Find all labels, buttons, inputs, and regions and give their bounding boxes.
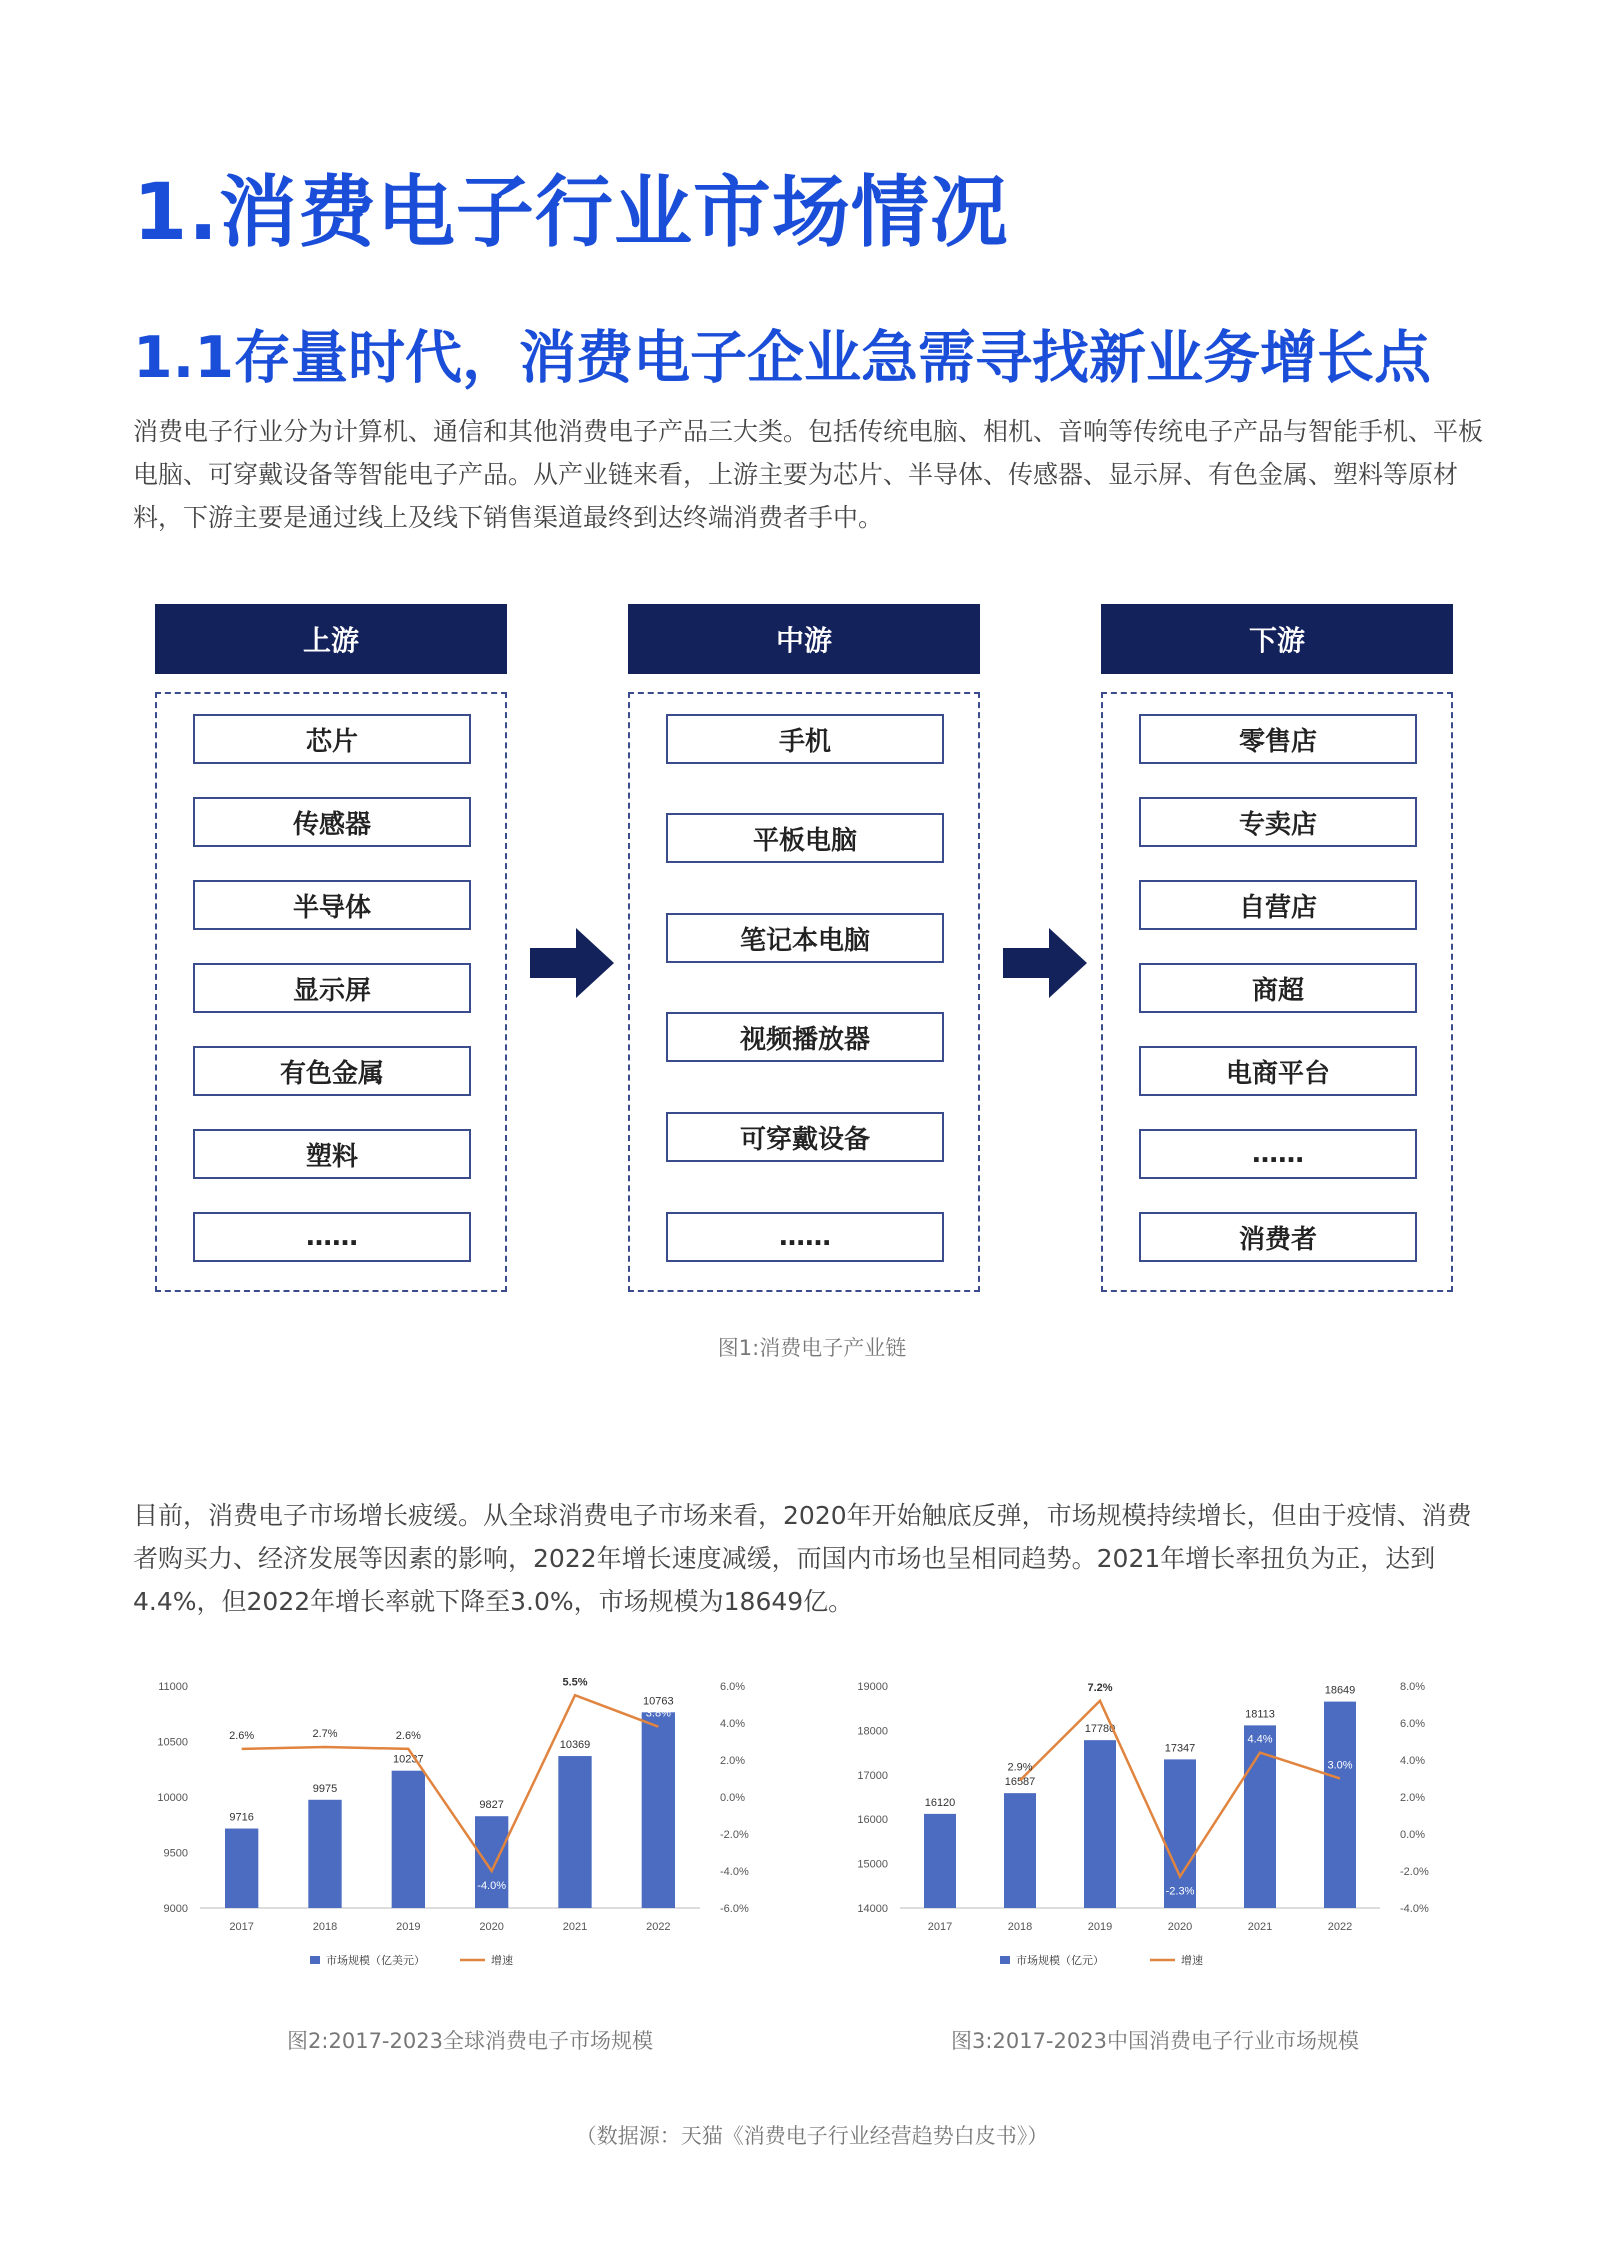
data-source: （数据源：天猫《消费电子行业经营趋势白皮书》） <box>575 2124 1049 2148</box>
bar <box>924 1814 956 1908</box>
growth-label: 7.2% <box>1087 1681 1113 1694</box>
bar <box>558 1756 591 1908</box>
bar-value-label: 18113 <box>1245 1708 1275 1721</box>
bar-value-label: 10237 <box>393 1753 424 1766</box>
midstream-box <box>628 692 980 1292</box>
figure-caption: 图2:2017-2023全球消费电子市场规模 <box>287 2029 653 2053</box>
x-tick-label: 2019 <box>396 1921 421 1933</box>
x-tick-label: 2020 <box>1167 1921 1193 1933</box>
figure-caption: 图1:消费电子产业链 <box>717 1336 907 1360</box>
bar-value-label: 17347 <box>1164 1742 1196 1755</box>
bar <box>1004 1793 1036 1908</box>
y2-tick-label: 6.0% <box>1400 1718 1426 1730</box>
y2-tick-label: 4.0% <box>1400 1755 1426 1767</box>
section-title: 1.1存量时代，消费电子企业急需寻找新业务增长点 <box>133 325 1431 391</box>
midstream-item: 笔记本电脑 <box>666 913 944 963</box>
downstream-item: 消费者 <box>1139 1212 1417 1262</box>
intro-paragraph: 消费电子行业分为计算机、通信和其他消费电子产品三大类。包括传统电脑、相机、音响等传统电子产品与智能手机、平板电脑、可穿戴设备等智能电子产品。从产业链来看，上游主要为芯片、半导体、传感器、显示屏、有色金属、塑料等原材料，下游主要是通过线上及线下销售渠道最终到达终端消费者手中。 <box>133 417 1484 532</box>
growth-label: 5.5% <box>562 1676 588 1689</box>
x-tick-label: 2022 <box>1327 1921 1353 1933</box>
bar <box>1324 1702 1356 1908</box>
midstream-item: 可穿戴设备 <box>666 1112 944 1162</box>
growth-label: -4.0% <box>477 1880 507 1892</box>
china-market-chart <box>840 1670 1470 1990</box>
legend-bar-swatch <box>1000 1956 1010 1964</box>
downstream-item: 零售店 <box>1139 714 1417 764</box>
bar <box>642 1712 675 1908</box>
growth-label: 2.9% <box>1007 1761 1033 1774</box>
x-tick-label: 2019 <box>1087 1921 1113 1933</box>
right-arrow-icon <box>530 928 614 998</box>
y-tick-label: 10500 <box>157 1736 188 1749</box>
page-title: 1.消费电子行业市场情况 <box>133 168 1009 258</box>
growth-label: 3.8% <box>645 1707 671 1720</box>
upstream-item: 塑料 <box>193 1129 471 1179</box>
downstream-item: 自营店 <box>1139 880 1417 930</box>
x-tick-label: 2017 <box>927 1921 953 1933</box>
upstream-item: 传感器 <box>193 797 471 847</box>
upstream-header: 上游 <box>155 604 507 674</box>
y-tick-label: 9000 <box>163 1903 188 1915</box>
y-tick-label: 9500 <box>163 1847 188 1860</box>
y2-tick-label: 2.0% <box>1400 1792 1426 1804</box>
bar <box>475 1816 508 1908</box>
midstream-header: 中游 <box>628 604 980 674</box>
midstream-item: 视频播放器 <box>666 1012 944 1062</box>
y2-tick-label: -4.0% <box>1400 1903 1429 1915</box>
bar-value-label: 18649 <box>1324 1684 1356 1697</box>
legend-label: 市场规模（亿美元） <box>326 1955 425 1967</box>
downstream-item: 电商平台 <box>1139 1046 1417 1096</box>
right-arrow-icon <box>1003 928 1087 998</box>
midstream-item: 平板电脑 <box>666 813 944 863</box>
x-tick-label: 2022 <box>646 1921 671 1933</box>
bar-value-label: 9827 <box>479 1799 504 1812</box>
downstream-item: …… <box>1139 1129 1417 1179</box>
y2-tick-label: 0.0% <box>720 1792 746 1804</box>
downstream-box <box>1101 692 1453 1292</box>
global-market-chart <box>130 1670 810 1990</box>
y2-tick-label: 8.0% <box>1400 1681 1426 1693</box>
y-tick-label: 11000 <box>158 1681 188 1693</box>
y-tick-label: 17000 <box>857 1769 888 1782</box>
bar-value-label: 10369 <box>559 1739 591 1752</box>
x-tick-label: 2017 <box>229 1921 254 1933</box>
downstream-item: 专卖店 <box>1139 797 1417 847</box>
y2-tick-label: 0.0% <box>1400 1829 1426 1841</box>
upstream-item: 芯片 <box>193 714 471 764</box>
x-tick-label: 2020 <box>479 1921 504 1933</box>
growth-label: 4.4% <box>1247 1733 1273 1746</box>
y-tick-label: 18000 <box>857 1725 888 1738</box>
bar-value-label: 9975 <box>312 1782 338 1795</box>
y2-tick-label: 6.0% <box>720 1681 746 1693</box>
bar <box>1084 1740 1116 1908</box>
y2-tick-label: 2.0% <box>720 1755 746 1767</box>
legend-label: 增速 <box>491 1955 513 1967</box>
y2-tick-label: -2.0% <box>720 1829 749 1841</box>
growth-label: 2.7% <box>312 1728 338 1741</box>
growth-label: 2.6% <box>395 1729 421 1742</box>
y-tick-label: 16000 <box>857 1814 888 1827</box>
y-tick-label: 19000 <box>857 1681 888 1693</box>
bar <box>308 1800 341 1908</box>
legend-label: 增速 <box>1181 1955 1203 1967</box>
y2-tick-label: 4.0% <box>720 1718 746 1730</box>
legend-label: 市场规模（亿元） <box>1016 1955 1104 1967</box>
figure-caption: 图3:2017-2023中国消费电子行业市场规模 <box>951 2029 1359 2053</box>
bar-value-label: 9716 <box>229 1811 254 1824</box>
x-tick-label: 2021 <box>1247 1921 1273 1933</box>
bar <box>225 1829 258 1908</box>
y-tick-label: 10000 <box>157 1792 188 1804</box>
upstream-box <box>155 692 507 1292</box>
growth-label: -2.3% <box>1165 1885 1195 1898</box>
upstream-item: …… <box>193 1212 471 1262</box>
bar <box>392 1771 425 1908</box>
bar-value-label: 16587 <box>1004 1776 1036 1789</box>
y2-tick-label: -6.0% <box>720 1903 749 1915</box>
midstream-item: 手机 <box>666 714 944 764</box>
y2-tick-label: -4.0% <box>720 1866 749 1878</box>
y2-tick-label: -2.0% <box>1400 1866 1429 1878</box>
x-tick-label: 2021 <box>562 1921 588 1933</box>
x-tick-label: 2018 <box>312 1921 338 1933</box>
downstream-header: 下游 <box>1101 604 1453 674</box>
growth-label: 2.6% <box>229 1729 255 1742</box>
bar-value-label: 10763 <box>643 1695 674 1708</box>
bar-value-label: 16120 <box>924 1796 956 1809</box>
upstream-item: 有色金属 <box>193 1046 471 1096</box>
growth-line <box>242 1695 659 1871</box>
legend-bar-swatch <box>310 1956 320 1964</box>
midstream-item: …… <box>666 1212 944 1262</box>
y-tick-label: 14000 <box>857 1903 888 1915</box>
growth-label: 3.0% <box>1327 1759 1353 1772</box>
bar-value-label: 17780 <box>1084 1723 1116 1736</box>
downstream-item: 商超 <box>1139 963 1417 1013</box>
x-tick-label: 2018 <box>1007 1921 1033 1933</box>
y-tick-label: 15000 <box>857 1858 888 1871</box>
upstream-item: 半导体 <box>193 880 471 930</box>
market-paragraph: 目前，消费电子市场增长疲缓。从全球消费电子市场来看，2020年开始触底反弹，市场规模持续增长，但由于疫情、消费者购买力、经济发展等因素的影响，2022年增长速度减缓，而国内市场也呈相同趋势。2021年增长率扭负为正，达到4.4%，但2022年增长率就下降至3.0%，市场规模为18649亿。 <box>133 1501 1472 1616</box>
upstream-item: 显示屏 <box>193 963 471 1013</box>
